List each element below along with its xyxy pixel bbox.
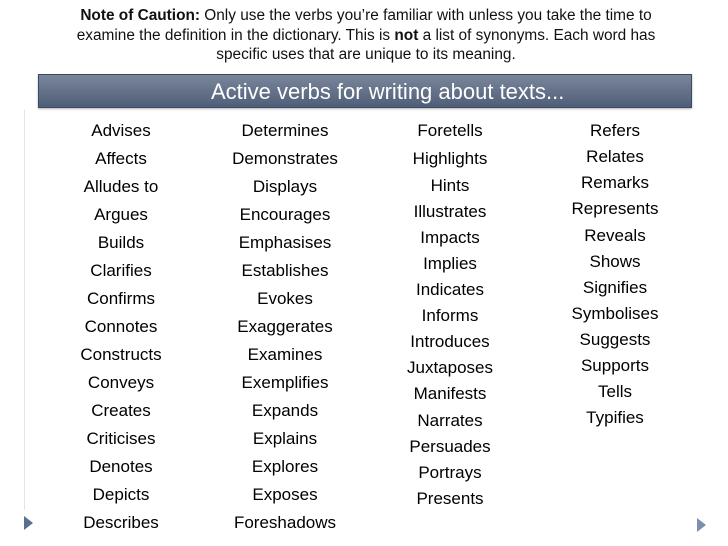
verb-item: Juxtaposes [407, 358, 493, 377]
verb-item: Typifies [586, 408, 644, 427]
verb-item: Supports [580, 356, 650, 375]
banner-title: Active verbs for writing about texts... [211, 79, 565, 104]
verb-item: Affects [95, 149, 147, 168]
verb-item: Foretells [417, 121, 483, 140]
verb-item: Confirms [86, 289, 155, 308]
verb-item: Argues [94, 205, 148, 224]
title-banner [38, 74, 692, 108]
verb-item: Symbolises [571, 304, 659, 323]
verb-item: Builds [97, 233, 145, 252]
verb-item: Evokes [257, 289, 313, 308]
verb-item: Alludes to [83, 177, 159, 196]
verb-item: Implies [423, 254, 477, 273]
verb-item: Establishes [241, 261, 329, 280]
verb-item: Criticises [86, 429, 156, 448]
verb-item: Expands [251, 401, 319, 420]
verb-item: Indicates [415, 280, 485, 299]
verb-item: Persuades [409, 437, 491, 456]
corner-arrow-icon [697, 518, 706, 532]
verb-item: Creates [91, 401, 151, 420]
verb-item: Relates [586, 147, 644, 166]
verb-item: Explains [252, 429, 318, 448]
bullet-arrow-icon [24, 516, 33, 530]
verb-item: Determines [241, 121, 329, 140]
caution-note [52, 6, 680, 65]
verb-item: Foreshadows [233, 513, 337, 532]
verb-item: Hints [430, 176, 470, 195]
verb-item: Presents [416, 489, 484, 508]
verb-item: Constructs [80, 345, 162, 364]
verb-item: Informs [421, 306, 479, 325]
verb-item: Suggests [579, 330, 651, 349]
verb-item: Represents [571, 199, 659, 218]
verb-item: Describes [83, 513, 159, 532]
verb-item: Exemplifies [241, 373, 329, 392]
verb-item: Conveys [87, 373, 155, 392]
verb-item: Emphasises [238, 233, 332, 252]
verb-item: Highlights [412, 149, 488, 168]
verb-item: Demonstrates [232, 149, 338, 168]
verb-item: Impacts [420, 228, 480, 247]
verb-item: Refers [589, 121, 641, 140]
verb-item: Remarks [580, 173, 649, 192]
caution-label: Note of Caution: [80, 7, 200, 24]
caution-emphasis: not [394, 26, 419, 44]
verb-item: Narrates [417, 411, 483, 430]
verb-item: Tells [597, 382, 632, 401]
verb-item: Signifies [582, 278, 648, 297]
verb-item: Examines [247, 345, 323, 364]
verb-item: Connotes [84, 317, 158, 336]
verb-item: Explores [251, 457, 319, 476]
verb-item: Manifests [413, 384, 487, 403]
verb-item: Clarifies [90, 261, 152, 280]
verb-item: Exposes [252, 485, 318, 504]
caution-text-end: a list of synonyms. Each word has specific uses that are unique to its meaning. [216, 26, 656, 63]
verb-item: Denotes [89, 457, 153, 476]
verb-item: Introduces [410, 332, 490, 351]
caution-text: Only use the verbs you’re familiar with unless you take the time to examine the definition in the dictionary. This is [76, 7, 652, 44]
verb-item: Shows [589, 252, 641, 271]
verb-item: Advises [91, 121, 151, 140]
verb-item: Depicts [92, 485, 150, 504]
verb-item: Encourages [239, 205, 331, 224]
verb-item: Displays [252, 177, 318, 196]
verb-item: Illustrates [413, 202, 487, 221]
left-divider [24, 110, 25, 510]
verb-item: Reveals [584, 226, 646, 245]
verb-item: Portrays [418, 463, 482, 482]
verb-item: Exaggerates [237, 317, 333, 336]
